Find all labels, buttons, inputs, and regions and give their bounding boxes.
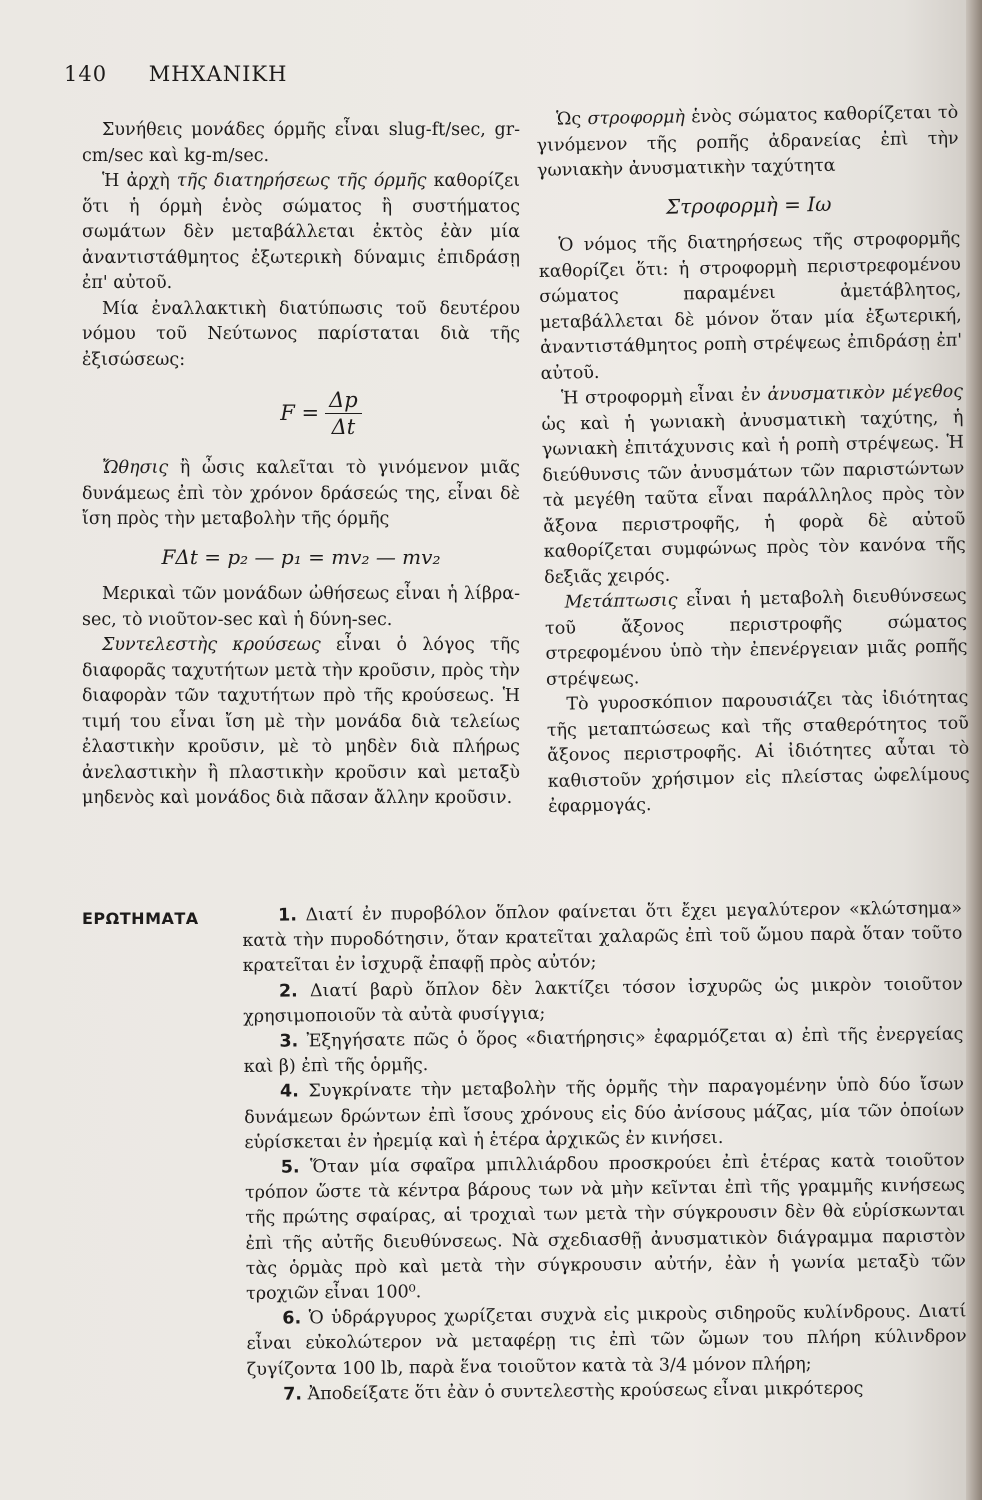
paragraph: Ὤθησις ἢ ὦσις καλεῖται τὸ γινόμενον μιᾶς δυνάμεως ἐπὶ τὸν χρόνον δράσεώς της, εἶναι δὲ ἴση πρὸς τὴν μεταβολὴν τῆς όρμῆς <box>82 458 520 529</box>
question-item: 5. Ὅταν μία σφαῖρα μπιλλιάρδου προσκρούει ἐπὶ ἑτέρας κατὰ τοιοῦτον τρόπον ὥστε τὰ κέντρα βάρους των νὰ μὴν κεῖνται ἐπὶ τῆς γραμμῆς κινήσεως τῆς πρώτης σφαίρας, αἱ τροχιαὶ των μετὰ τὴν σύγκρουσιν δὲν θὰ εὑρίσκωνται ἐπὶ τῆς αὐτῆς διευθύνσεως. Νὰ σχεδιασθῇ ἀνυσματικὸν διάγραμμα παριστὸν τὰς ὁρμὰς πρὸ καὶ μετὰ τὴν σύγκρουσιν αὐτήν, ἐὰν ἡ γωνία μεταξὺ τῶν τροχιῶν εἶναι 100⁰. <box>244 1150 966 1305</box>
running-header <box>64 62 287 86</box>
paragraph: Συντελεστὴς κρούσεως εἶναι ὁ λόγος τῆς διαφορᾶς ταχυτήτων μετὰ τὴν κροῦσιν, πρὸς τὴν διαφορὰν τῶν ταχυτήτων πρὸ τῆς κρούσεως. Ἡ τιμή του εἶναι ἴση μὲ τὴν μονάδα διὰ τελείως ἐλαστικὴν κροῦσιν, μὲ τὸ μηδὲν διὰ πλήρως ἀνελαστικὴν ἢ πλαστικὴν κροῦσιν καὶ μεταξὺ μηδενὸς καὶ μονάδος διὰ πᾶσαν ἄλλην κροῦσιν. <box>82 635 520 808</box>
left-column <box>82 118 520 812</box>
paragraph: Τὸ γυροσκόπιον παρουσιάζει τὰς ἰδιότητας τῆς μεταπτώσεως καὶ τῆς σταθερότητος τοῦ ἄξονος περιστροφῆς. Αἱ ἰδιότητες αὗται τὸ καθιστοῦν χρήσιμον εἰς πλείστας ὠφελίμους ἐφαρμογάς. <box>546 687 970 817</box>
question-item: 4. Συγκρίνατε τὴν μεταβολὴν τῆς ὁρμῆς τὴν παραγομένην ὑπὸ δύο ἴσων δυνάμεων δρώντων ἐπὶ ἴσους χρόνους εἰς δύο ἀνίσους μάζας, μία τῶν ὁποίων εὑρίσκεται ἐν ἠρεμίᾳ καὶ ἡ ἑτέρα ἀρχικῶς ἐν κινήσει. <box>244 1074 965 1153</box>
paragraph: Μία ἐναλλακτικὴ διατύπωσις τοῦ δευτέρου νόμου τοῦ Νεύτωνος παρίσταται διὰ τῆς ἐξισώσεως: <box>82 298 520 370</box>
paragraph: Ὡς στροφορμὴ ἑνὸς σώματος καθορίζεται τὸ γινόμενον τῆς ροπῆς ἀδρανείας ἐπὶ τὴν γωνιακὴν ἀνυσματικὴν ταχύτητα <box>536 102 959 181</box>
paragraph: Ἡ στροφορμὴ εἶναι ἐν ἀνυσματικὸν μέγεθος ὡς καὶ ἡ γωνιακὴ ἀνυσματικὴ ταχύτης, ἡ γωνιακὴ ἐπιτάχυνσις καὶ ἡ ροπὴ στρέψεως. Ἡ διεύθυνσις τῶν ἀνυσμάτων τῶν παριστώντων τὰ μεγέθη ταῦτα εἶναι παράλληλος πρὸς τὸν ἄξονα περιστροφῆς, ἡ φορὰ δὲ αὐτοῦ καθορίζεται συμφώνως πρὸς τὸν κανόνα τῆς δεξιᾶς χειρός. <box>541 381 966 588</box>
question-item: 2. Διατί βαρὺ ὅπλον δὲν λακτίζει τόσον ἰσχυρῶς ὡς μικρὸν τοιοῦτον χρησιμοποιοῦν τὰ αὐτὰ φυσίγγια; <box>243 974 963 1027</box>
questions-list <box>242 896 967 1408</box>
question-item: 6. Ὁ ὑδράργυρος χωρίζεται συχνὰ εἰς μικροὺς σιδηροῦς κυλίνδρους. Διατί εἶναι εὐκολώτερον νὰ μεταφέρῃ τις ἐπὶ τῶν ὤμων του πλήρη κύλινδρον ζυγίζοντα 100 lb, παρὰ ἕνα τοιοῦτον κατὰ τὰ 3/4 μόνον πλήρη; <box>246 1301 967 1380</box>
paragraph: Ὁ νόμος τῆς διατηρήσεως τῆς στροφορμῆς καθορίζει ὅτι: ἡ στροφορμὴ περιστρεφομένου σώματος παραμένει ἀμετάβλητος, μεταβάλλεται δὲ μόνον ὅταν μία ἐξωτερική, ἀναντιστάθμητος ροπὴ στρέψεως ἐπιδράσῃ ἐπ' αὐτοῦ. <box>538 228 963 384</box>
right-column <box>536 101 970 821</box>
paragraph: Μερικαὶ τῶν μονάδων ὠθήσεως εἶναι ἡ λίβρα-sec, τὸ νιοῦτον-sec καὶ ἡ δύνη-sec. <box>82 584 520 630</box>
equation-angular-momentum: Στροφορμὴ = Iω <box>665 191 832 219</box>
page-number: 140 <box>64 62 108 86</box>
equation-impulse: FΔt = p₂ — p₁ = mv₂ — mv₂ <box>161 544 441 569</box>
paragraph: Συνήθεις μονάδες όρμῆς εἶναι slug-ft/sec, gr-cm/sec καὶ kg-m/sec. <box>82 120 520 166</box>
chapter-title: ΜΗΧΑΝΙΚΗ <box>148 62 288 86</box>
paragraph: Μετάπτωσις εἶναι ἡ μεταβολὴ διευθύνσεως τοῦ ἄξονος περιστροφῆς σώματος στρεφομένου ὑπὸ τὴν ἐπενέργειαν μιᾶς ροπῆς στρέψεως. <box>544 585 968 690</box>
question-item: 7. Ἀποδείξατε ὅτι ἐὰν ὁ συντελεστὴς κρούσεως εἶναι μικρότερος <box>283 1378 864 1405</box>
paragraph: Ἡ ἀρχὴ τῆς διατηρήσεως τῆς όρμῆς καθορίζει ὅτι ἡ όρμὴ ἑνὸς σώματος ἢ συστήματος σωμάτων δὲν μεταβάλλεται ἐκτὸς ἐὰν μία ἀναντιστάθμητος ἐξωτερικὴ δύναμις ἐπιδράσῃ ἐπ' αὐτοῦ. <box>82 171 520 293</box>
question-item: 1. Διατί ἐν πυροβόλον ὅπλον φαίνεται ὅτι ἔχει μεγαλύτερον «κλώτσημα» κατὰ τὴν πυροδότησιν, ὅταν κρατεῖται χαλαρῶς ἐπὶ τοῦ ὤμου παρὰ ὅταν τοῦτο κρατεῖται ἐν ἰσχυρᾷ ἐπαφῇ πρὸς αὐτόν; <box>242 898 963 977</box>
equation-force: F = $\frac{\Delta p}{\Delta t}$ <box>122 387 520 440</box>
question-item: 3. Ἐξηγήσατε πῶς ὁ ὅρος «διατήρησις» ἐφαρμόζεται α) ἐπὶ τῆς ἐνεργείας καὶ β) ἐπὶ τῆς ὁρμῆς. <box>243 1024 964 1078</box>
questions-heading: ΕΡΩΤΗΜΑΤΑ <box>82 909 199 928</box>
